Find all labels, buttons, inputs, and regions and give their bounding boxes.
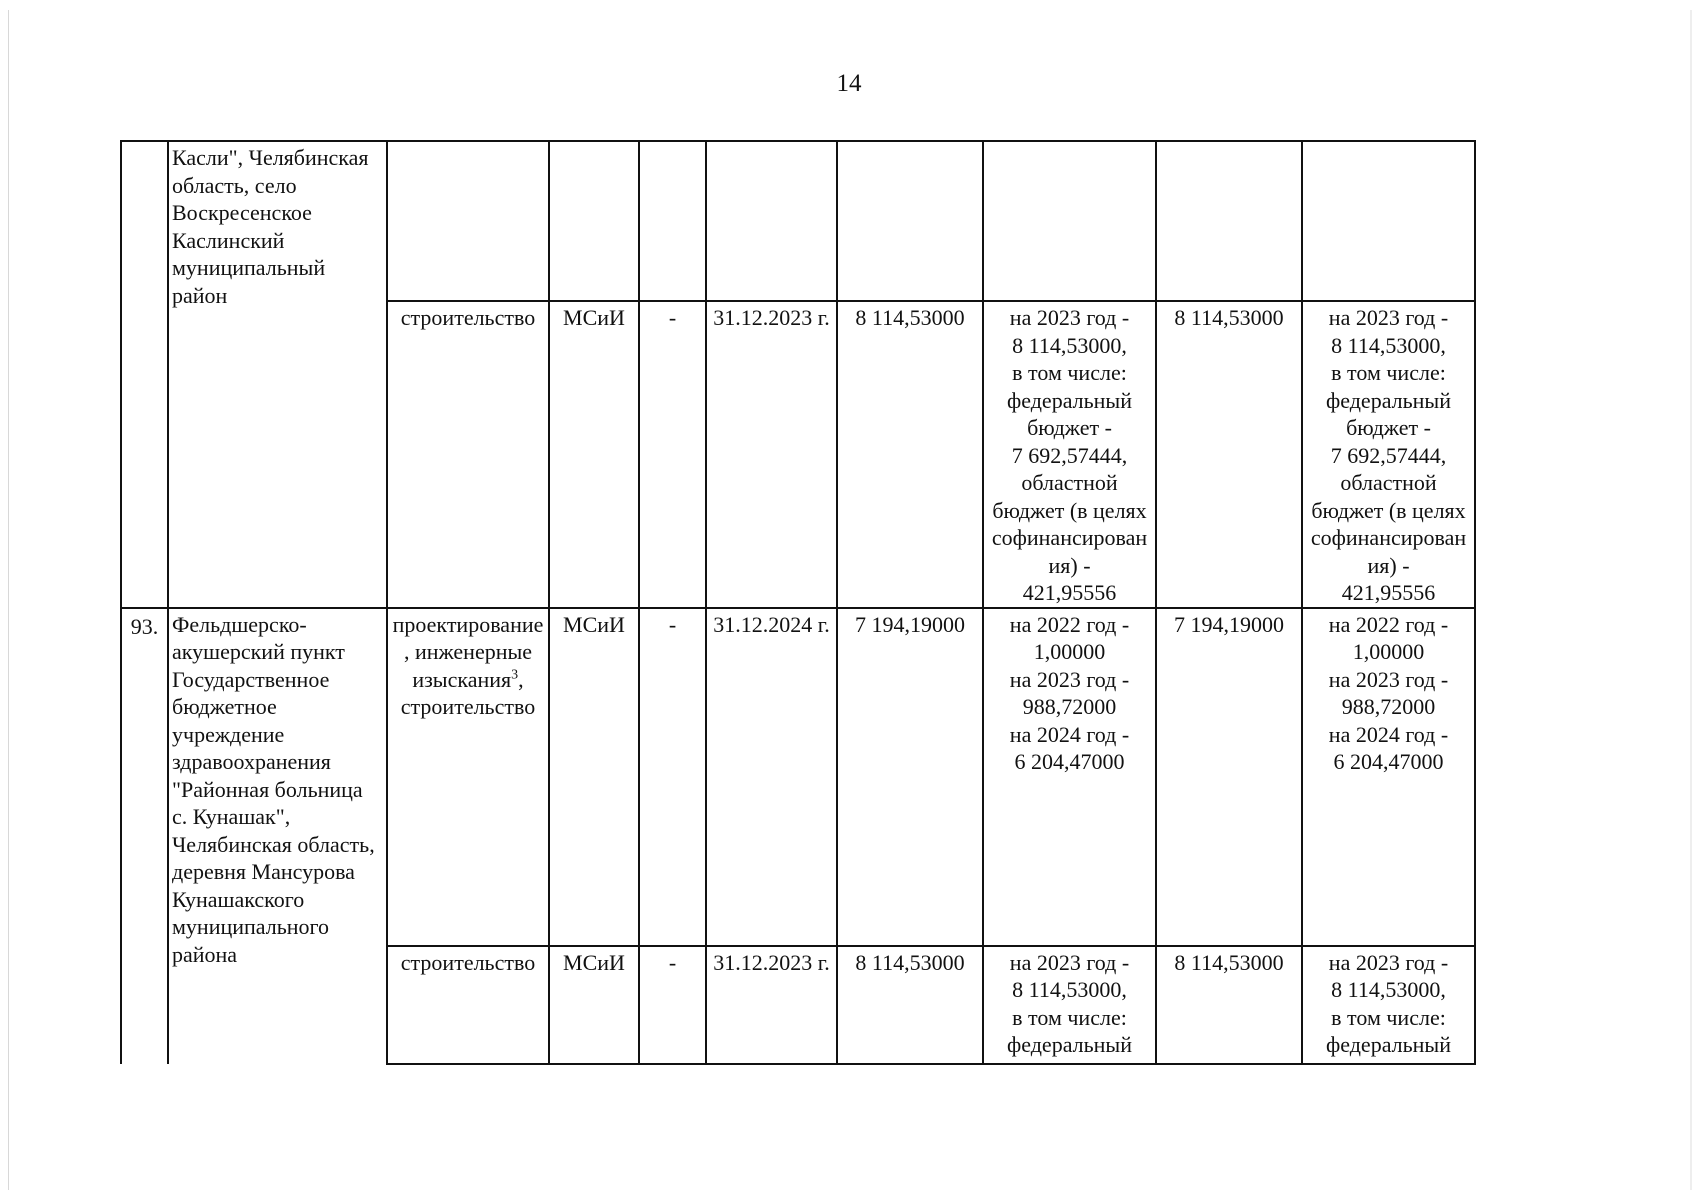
empty-cell bbox=[706, 141, 837, 301]
scan-left-edge bbox=[8, 10, 9, 1190]
object-name-cell: Фельдшерско- акушерский пункт Государственное бюджетное учреждение здравоохранения "Районная больница с. Кунашак", Челябинская область, деревня Мансурова Кунашакского муниципального района bbox=[168, 608, 387, 1064]
empty-cell bbox=[387, 141, 549, 301]
cost-cell-2: 8 114,53000 bbox=[1156, 301, 1302, 608]
page-number: 14 bbox=[836, 70, 862, 97]
cost-cell: 8 114,53000 bbox=[837, 301, 983, 608]
empty-cell bbox=[639, 141, 706, 301]
object-list-table bbox=[120, 140, 1476, 1065]
empty-cell bbox=[983, 141, 1156, 301]
financing-cell-2: на 2022 год - 1,00000 на 2023 год - 988,72000 на 2024 год - 6 204,47000 bbox=[1302, 608, 1475, 946]
scan-right-edge bbox=[1690, 10, 1692, 1190]
financing-cell: на 2023 год - 8 114,53000, в том числе: федеральный бюджет - 7 692,57444, областной бюджет (в целях софинансирован ия) - 421,95556 bbox=[983, 301, 1156, 608]
financing-cell-2: на 2023 год - 8 114,53000, в том числе: федеральный бюджет - 7 692,57444, областной бюджет (в целях софинансирован ия) - 421,95556 bbox=[1302, 301, 1475, 608]
table-row bbox=[121, 608, 1475, 946]
deadline-cell: 31.12.2023 г. bbox=[706, 946, 837, 1064]
cost-cell: 7 194,19000 bbox=[837, 608, 983, 946]
work-type-cell bbox=[387, 608, 549, 946]
cost-cell: 8 114,53000 bbox=[837, 946, 983, 1064]
work-type-text-2: , строительство bbox=[400, 666, 536, 719]
financing-cell-2: на 2023 год - 8 114,53000, в том числе: федеральный bbox=[1302, 946, 1475, 1064]
financing-cell: на 2023 год - 8 114,53000, в том числе: федеральный bbox=[983, 946, 1156, 1064]
cost-cell-2: 7 194,19000 bbox=[1156, 608, 1302, 946]
cost-cell-2: 8 114,53000 bbox=[1156, 946, 1302, 1064]
empty-cell bbox=[1156, 141, 1302, 301]
empty-cell bbox=[1302, 141, 1475, 301]
client-cell: МСиИ bbox=[549, 946, 639, 1064]
client-cell: МСиИ bbox=[549, 301, 639, 608]
deadline-cell: 31.12.2024 г. bbox=[706, 608, 837, 946]
dash-cell: - bbox=[639, 946, 706, 1064]
empty-cell bbox=[837, 141, 983, 301]
financing-cell: на 2022 год - 1,00000 на 2023 год - 988,72000 на 2024 год - 6 204,47000 bbox=[983, 608, 1156, 946]
client-cell: МСиИ bbox=[549, 608, 639, 946]
dash-cell: - bbox=[639, 301, 706, 608]
dash-cell: - bbox=[639, 608, 706, 946]
footnote-mark: 3 bbox=[511, 667, 519, 683]
empty-cell bbox=[549, 141, 639, 301]
work-type-text: проектирование , инженерные изыскания bbox=[392, 611, 544, 692]
row-number-cell bbox=[121, 141, 168, 608]
row-number-cell: 93. bbox=[121, 608, 168, 1064]
table-row bbox=[121, 141, 1475, 301]
work-type-cell: строительство bbox=[387, 301, 549, 608]
object-name-cell: Касли", Челябинская область, село Воскресенское Каслинский муниципальный район bbox=[168, 141, 387, 608]
deadline-cell: 31.12.2023 г. bbox=[706, 301, 837, 608]
work-type-cell: строительство bbox=[387, 946, 549, 1064]
